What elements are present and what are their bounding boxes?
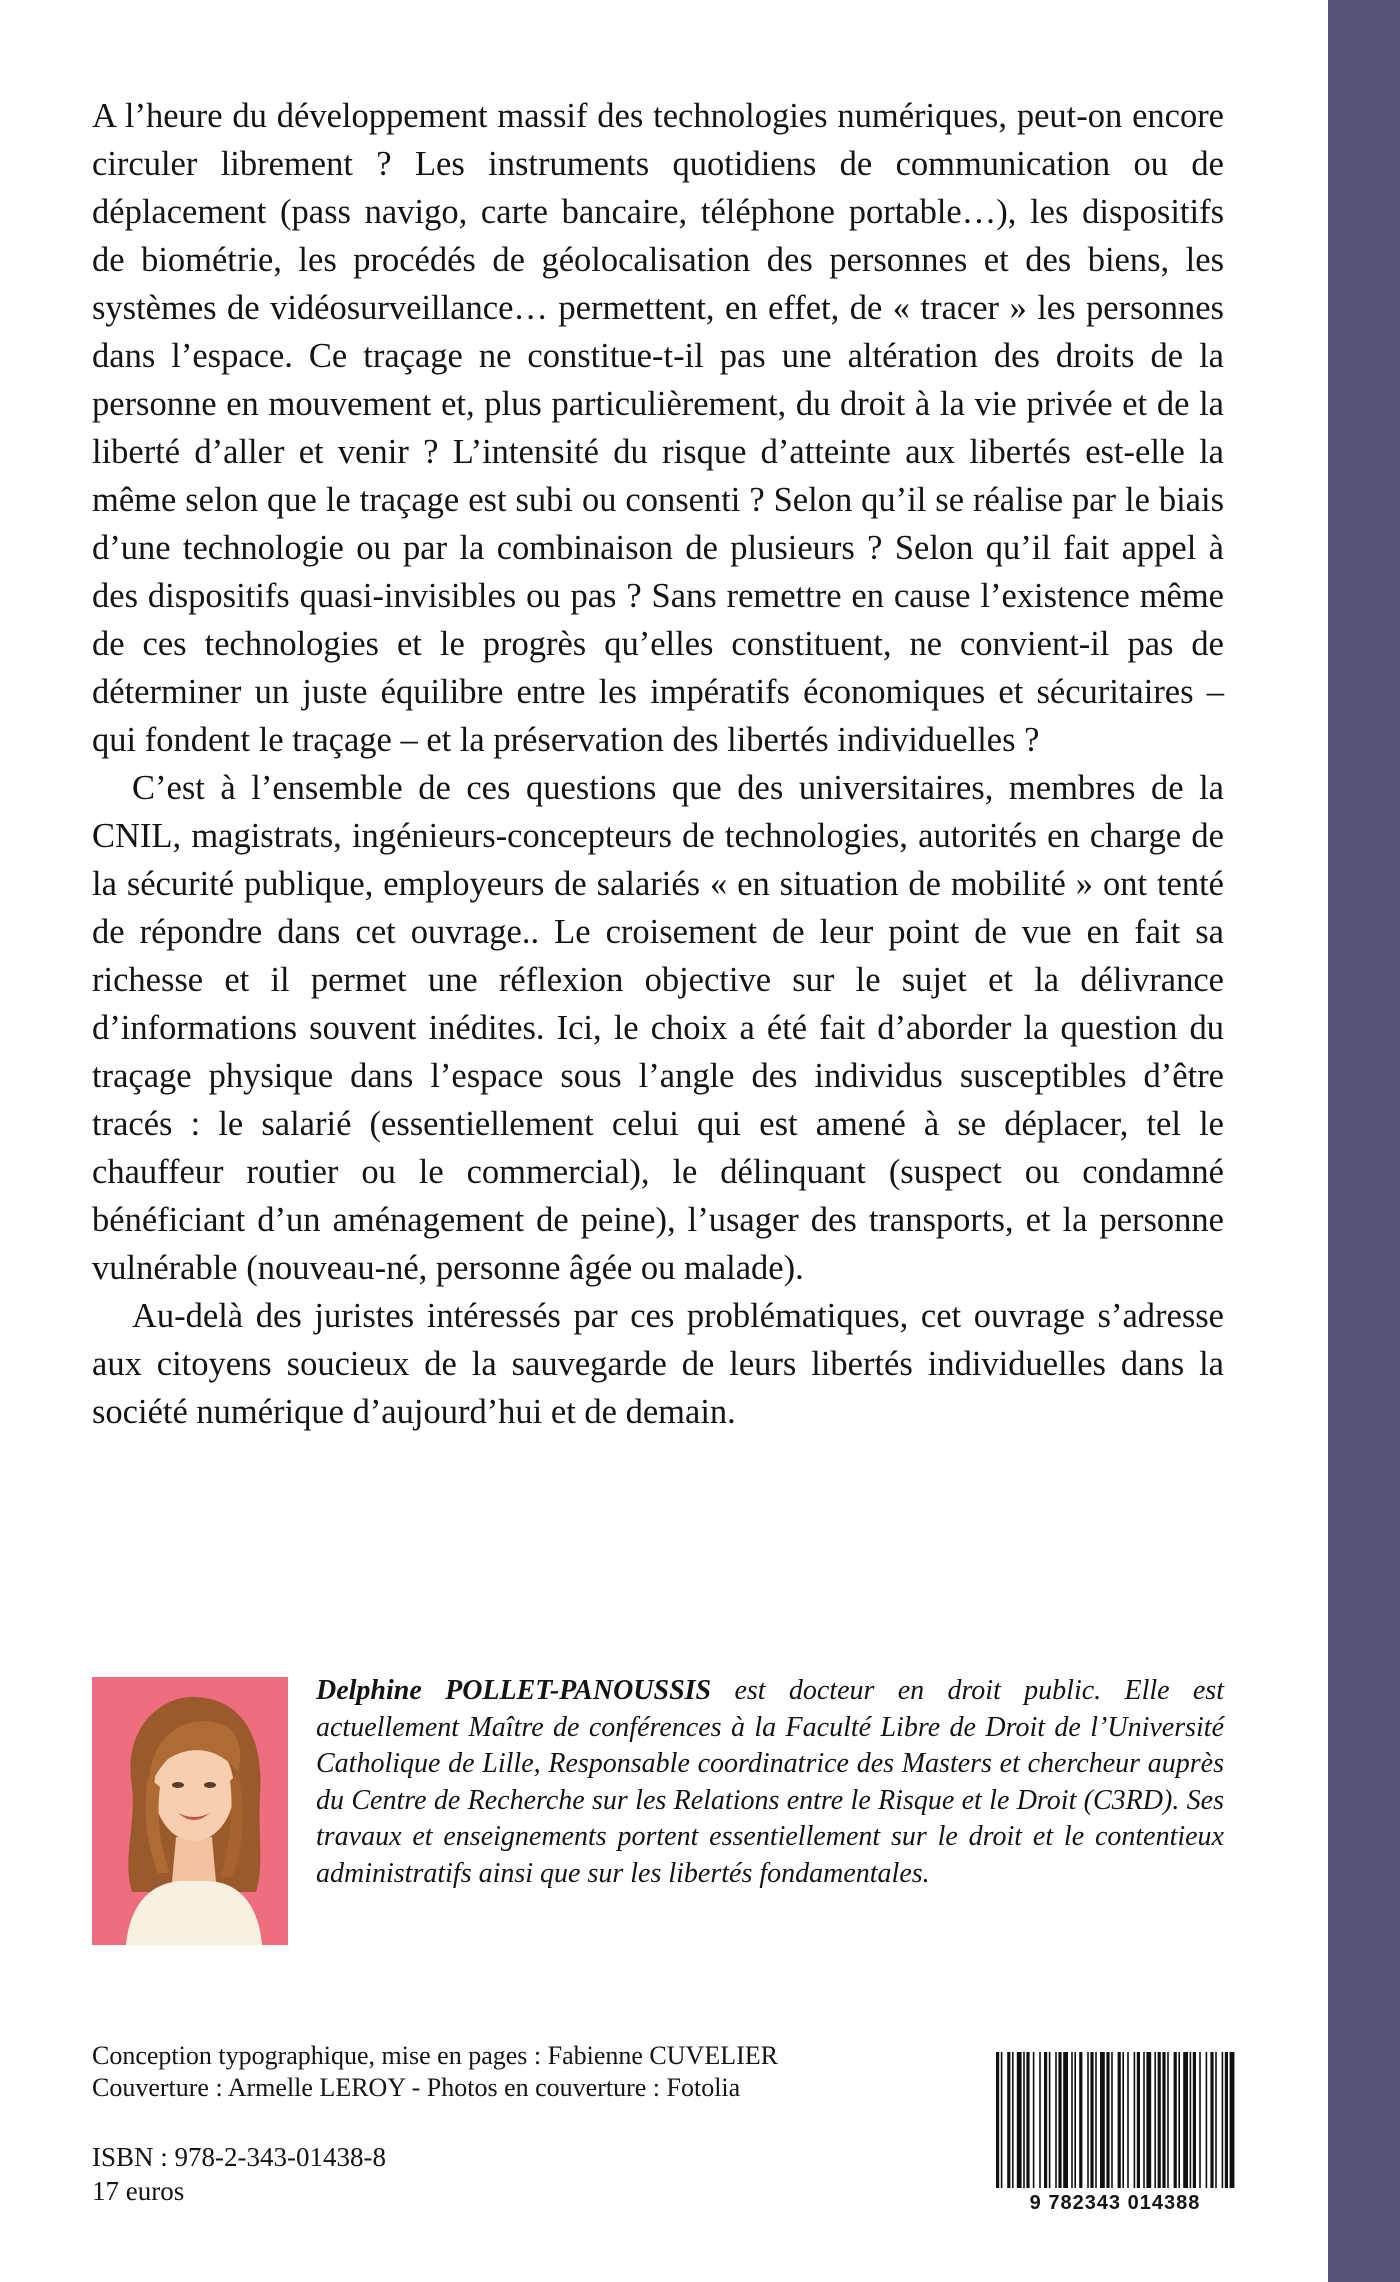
credits [92, 2040, 992, 2104]
author-portrait-image [92, 1677, 288, 1945]
author-bio [316, 1673, 1224, 1892]
author-name: Delphine POLLET-PANOUSSIS [316, 1675, 712, 1706]
credits-cover-line: Couverture : Armelle LEROY - Photos en couverture : Fotolia [92, 2073, 741, 2102]
isbn-block [92, 2140, 792, 2208]
blurb-paragraph-1: A l’heure du développement massif des technologies numériques, peut-on encore circuler librement ? Les instruments quotidiens de communication ou de déplacement (pass navigo, carte bancaire, téléphone portable…), les dispositifs de biométrie, les procédés de géolocalisation des personnes et des biens, les systèmes de vidéosurveillance… permettent, en effet, de « tracer » les personnes dans l’espace. Ce traçage ne constitue-t-il pas une altération des droits de la personne en mouvement et, plus particulièrement, du droit à la vie privée et de la liberté d’aller et venir ? L’intensité du risque d’atteinte aux libertés est-elle la même selon que le traçage est subi ou consenti ? Selon qu’il se réalise par le biais d’une technologie ou par la combinaison de plusieurs ? Selon qu’il fait appel à des dispositifs quasi-invisibles ou pas ? Sans remettre en cause l’existence même de ces technologies et le progrès qu’elles constituent, ne convient-il pas de déterminer un juste équilibre entre les impératifs économiques et sécuritaires – qui fondent le traçage – et la préservation des libertés individuelles ? [92, 97, 1224, 759]
price: 17 euros [92, 2176, 185, 2206]
barcode [992, 2052, 1238, 2218]
barcode-digits: 9 782343 014388 [1029, 2192, 1201, 2214]
credits-layout-line: Conception typographique, mise en pages : Fabienne CUVELIER [92, 2041, 778, 2070]
author-photo [92, 1677, 288, 1945]
cover-edge-stripe [1328, 0, 1400, 2282]
barcode-bars [992, 2052, 1238, 2190]
author-bio-text: est docteur en droit public. Elle est actuellement Maître de conférences à la Faculté Libre de Droit de l’Université Catholique de Lille, Responsable coordinatrice des Masters et chercheur auprès du Centre de Recherche sur les Relations entre le Risque et le Droit (C3RD). Ses travaux et enseignements portent essentiellement sur le droit et le contentieux administratifs ainsi que sur les libertés fondamentales. [316, 1675, 1224, 1889]
blurb-paragraph-2: C’est à l’ensemble de ces questions que des universitaires, membres de la CNIL, magistrats, ingénieurs-concepteurs de technologies, autorités en charge de la sécurité publique, employeurs de salariés « en situation de mobilité » ont tenté de répondre dans cet ouvrage.. Le croisement de leur point de vue en fait sa richesse et il permet une réflexion objective sur le sujet et la délivrance d’informations souvent inédites. Ici, le choix a été fait d’aborder la question du traçage physique dans l’espace sous l’angle des individus susceptibles d’être tracés : le salarié (essentiellement celui qui est amené à se déplacer, tel le chauffeur routier ou le commercial), le délinquant (suspect ou condamné bénéficiant d’un aménagement de peine), l’usager des transports, et la personne vulnérable (nouveau-né, personne âgée ou malade). [92, 769, 1224, 1287]
blurb-paragraph-3: Au-delà des juristes intéressés par ces problématiques, cet ouvrage s’adresse aux citoyens soucieux de la sauvegarde de leurs libertés individuelles dans la société numérique d’aujourd’hui et de demain. [92, 1297, 1224, 1431]
blurb-text [92, 92, 1224, 1436]
isbn-number: ISBN : 978-2-343-01438-8 [92, 2142, 386, 2172]
author-section [92, 1677, 1224, 1947]
